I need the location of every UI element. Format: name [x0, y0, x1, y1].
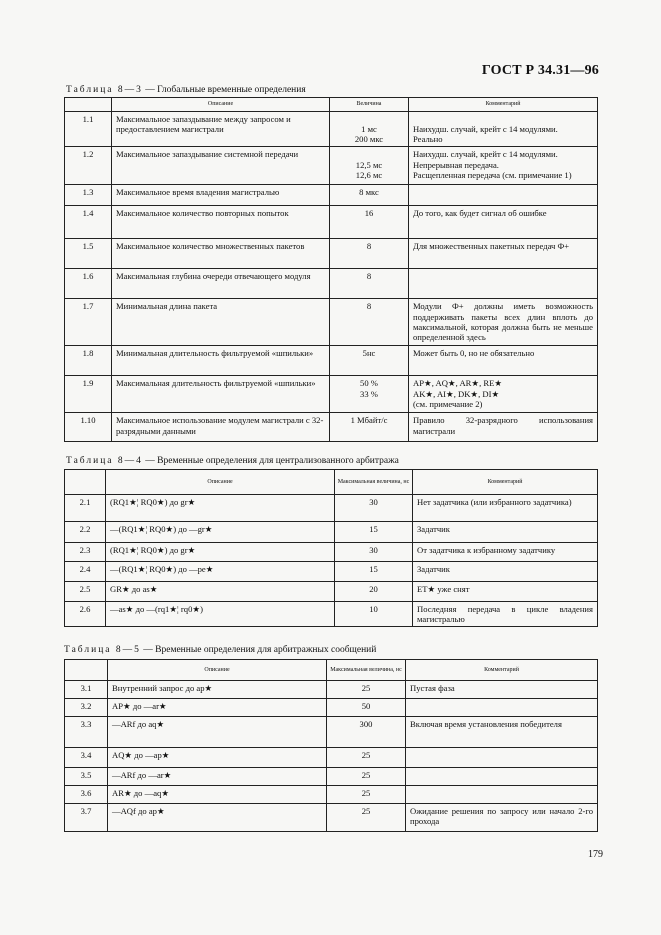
cell-description: GR★ до as★ [106, 582, 335, 602]
cell-comment: Включая время установления победителя [406, 717, 598, 748]
table-caption [66, 456, 399, 466]
cell-value: 16 [330, 206, 409, 239]
cell-description: —AQf до ap★ [108, 804, 327, 832]
table-row [65, 185, 598, 206]
cell-value: 20 [335, 582, 413, 602]
column-number [65, 660, 108, 681]
cell-value: 25 [327, 768, 406, 786]
cell-value: 1 мс 200 мкс [330, 112, 409, 147]
cell-description: Максимальное количество повторных попыток [112, 206, 330, 239]
cell-comment: Задатчик [413, 522, 598, 543]
cell-value: 50 % 33 % [330, 376, 409, 413]
cell-description: Минимальная длина пакета [112, 299, 330, 346]
table-row [65, 562, 598, 582]
cell-number: 3.3 [65, 717, 108, 748]
column-number [65, 98, 112, 112]
cell-comment: Ожидание решения по запросу или начало 2-го прохода [406, 804, 598, 832]
cell-value: 25 [327, 681, 406, 699]
cell-comment: Для множественных пакетных передач Ф+ [409, 239, 598, 269]
cell-description: —ARf до —ar★ [108, 768, 327, 786]
table-caption-label: Таблица 8—4 [66, 456, 143, 466]
table-row [65, 112, 598, 147]
table-caption-title: — Временные определения для арбитражных сообщений [140, 645, 377, 655]
column-max-value: Максимальная величина, нс [327, 660, 406, 681]
cell-number: 1.8 [65, 346, 112, 376]
cell-number: 1.10 [65, 413, 112, 442]
cell-number: 1.4 [65, 206, 112, 239]
cell-comment [406, 699, 598, 717]
cell-comment: Модули Ф+ должны иметь возможность поддерживать пакеты всех длин вплоть до максимальной, которая должна быть не меньше определенной здесь [409, 299, 598, 346]
cell-description: Максимальное количество множественных пакетов [112, 239, 330, 269]
cell-comment: Последняя передача в цикле владения магистралью [413, 602, 598, 627]
cell-number: 2.1 [65, 495, 106, 522]
cell-comment: Задатчик [413, 562, 598, 582]
cell-description: AP★ до —ar★ [108, 699, 327, 717]
cell-number: 1.9 [65, 376, 112, 413]
cell-description: Минимальная длительность фильтруемой «шпильки» [112, 346, 330, 376]
cell-number: 2.4 [65, 562, 106, 582]
cell-description: —(RQ1★¦ RQ0★) до —pe★ [106, 562, 335, 582]
column-description: Описание [108, 660, 327, 681]
table-row [65, 699, 598, 717]
column-description: Описание [106, 470, 335, 495]
table-caption-title: — Временные определения для централизованного арбитража [142, 456, 399, 466]
cell-number: 1.6 [65, 269, 112, 299]
cell-value: 25 [327, 748, 406, 768]
cell-number: 1.7 [65, 299, 112, 346]
cell-comment [406, 768, 598, 786]
table-row [65, 748, 598, 768]
cell-number: 3.2 [65, 699, 108, 717]
table-row [65, 346, 598, 376]
cell-number: 2.3 [65, 543, 106, 562]
column-description: Описание [112, 98, 330, 112]
standard-header: ГОСТ Р 34.31—96 [481, 63, 599, 78]
cell-value: 1 Мбайт/с [330, 413, 409, 442]
table-central-arbitration [64, 469, 598, 627]
cell-value: 8 [330, 269, 409, 299]
table-row [65, 239, 598, 269]
cell-comment: ET★ уже снят [413, 582, 598, 602]
table-row [65, 495, 598, 522]
cell-number: 3.1 [65, 681, 108, 699]
cell-number: 2.5 [65, 582, 106, 602]
cell-description: Внутренний запрос до ap★ [108, 681, 327, 699]
cell-value: 15 [335, 522, 413, 543]
cell-description: AQ★ до —ap★ [108, 748, 327, 768]
cell-number: 2.2 [65, 522, 106, 543]
cell-comment [409, 269, 598, 299]
cell-comment: Правило 32-разрядного использования магистрали [409, 413, 598, 442]
table-row [65, 681, 598, 699]
table-row [65, 413, 598, 442]
cell-value: 15 [335, 562, 413, 582]
table-row [65, 522, 598, 543]
table-row [65, 376, 598, 413]
table-row [65, 786, 598, 804]
cell-comment: Наихудш. случай, крейт с 14 модулями. Непрерывная передача. Расщепленная передача (см. примечание 1) [409, 147, 598, 185]
cell-number: 3.4 [65, 748, 108, 768]
cell-description: —(RQ1★¦ RQ0★) до —gr★ [106, 522, 335, 543]
table-caption [64, 645, 376, 655]
cell-description: Максимальное запаздывание между запросом и предоставлением магистрали [112, 112, 330, 147]
cell-number: 1.5 [65, 239, 112, 269]
cell-value: 25 [327, 786, 406, 804]
cell-number: 3.6 [65, 786, 108, 804]
cell-comment: Может быть 0, но не обязательно [409, 346, 598, 376]
cell-value: 8 [330, 239, 409, 269]
cell-value: 50 [327, 699, 406, 717]
table-caption-title: — Глобальные временные определения [142, 85, 306, 95]
cell-value: 10 [335, 602, 413, 627]
cell-description: —ARf до aq★ [108, 717, 327, 748]
cell-number: 1.1 [65, 112, 112, 147]
column-number [65, 470, 106, 495]
column-comment: Комментарий [406, 660, 598, 681]
cell-comment: Нет задатчика (или избранного задатчика) [413, 495, 598, 522]
cell-comment [406, 748, 598, 768]
table-caption-label: Таблица 8—3 [66, 85, 143, 95]
table-caption-label: Таблица 8—5 [64, 645, 141, 655]
cell-description: Максимальная глубина очереди отвечающего модуля [112, 269, 330, 299]
cell-description: Максимальное время владения магистралью [112, 185, 330, 206]
cell-number: 1.2 [65, 147, 112, 185]
cell-value: 12,5 мс 12,6 мс [330, 147, 409, 185]
cell-comment [406, 786, 598, 804]
table-caption [66, 85, 306, 95]
table-global-timing [64, 97, 598, 442]
cell-description: Максимальная длительность фильтруемой «шпильки» [112, 376, 330, 413]
cell-description: (RQ1★¦ RQ0★) до gr★ [106, 495, 335, 522]
cell-value: 300 [327, 717, 406, 748]
cell-comment: До того, как будет сигнал об ошибке [409, 206, 598, 239]
cell-value: 8 [330, 299, 409, 346]
cell-description: AR★ до —aq★ [108, 786, 327, 804]
table-row [65, 582, 598, 602]
cell-value: 25 [327, 804, 406, 832]
table-row [65, 206, 598, 239]
table-row [65, 299, 598, 346]
cell-description: Максимальное использование модулем магистрали с 32-разрядными данными [112, 413, 330, 442]
cell-value: 30 [335, 543, 413, 562]
table-row [65, 269, 598, 299]
cell-description: (RQ1★¦ RQ0★) до gr★ [106, 543, 335, 562]
column-comment: Комментарий [413, 470, 598, 495]
table-row [65, 804, 598, 832]
cell-value: 5нс [330, 346, 409, 376]
table-row [65, 543, 598, 562]
page-number: 179 [588, 849, 603, 860]
cell-comment: Наихудш. случай, крейт с 14 модулями. Реально [409, 112, 598, 147]
table-row [65, 602, 598, 627]
cell-comment [409, 185, 598, 206]
cell-comment: AP★, AQ★, AR★, RE★ AK★, AI★, DK★, DI★ (см. примечание 2) [409, 376, 598, 413]
table-arbitration-messages [64, 659, 598, 832]
column-max-value: Максимальная величина, нс [335, 470, 413, 495]
cell-number: 1.3 [65, 185, 112, 206]
column-value: Величина [330, 98, 409, 112]
cell-description: —as★ до —(rq1★¦ rq0★) [106, 602, 335, 627]
table-row [65, 147, 598, 185]
cell-comment: От задатчика к избранному задатчику [413, 543, 598, 562]
table-row [65, 768, 598, 786]
cell-number: 2.6 [65, 602, 106, 627]
cell-number: 3.7 [65, 804, 108, 832]
column-comment: Комментарий [409, 98, 598, 112]
table-row [65, 717, 598, 748]
cell-value: 8 мкс [330, 185, 409, 206]
cell-description: Максимальное запаздывание системной передачи [112, 147, 330, 185]
cell-comment: Пустая фаза [406, 681, 598, 699]
cell-value: 30 [335, 495, 413, 522]
cell-number: 3.5 [65, 768, 108, 786]
